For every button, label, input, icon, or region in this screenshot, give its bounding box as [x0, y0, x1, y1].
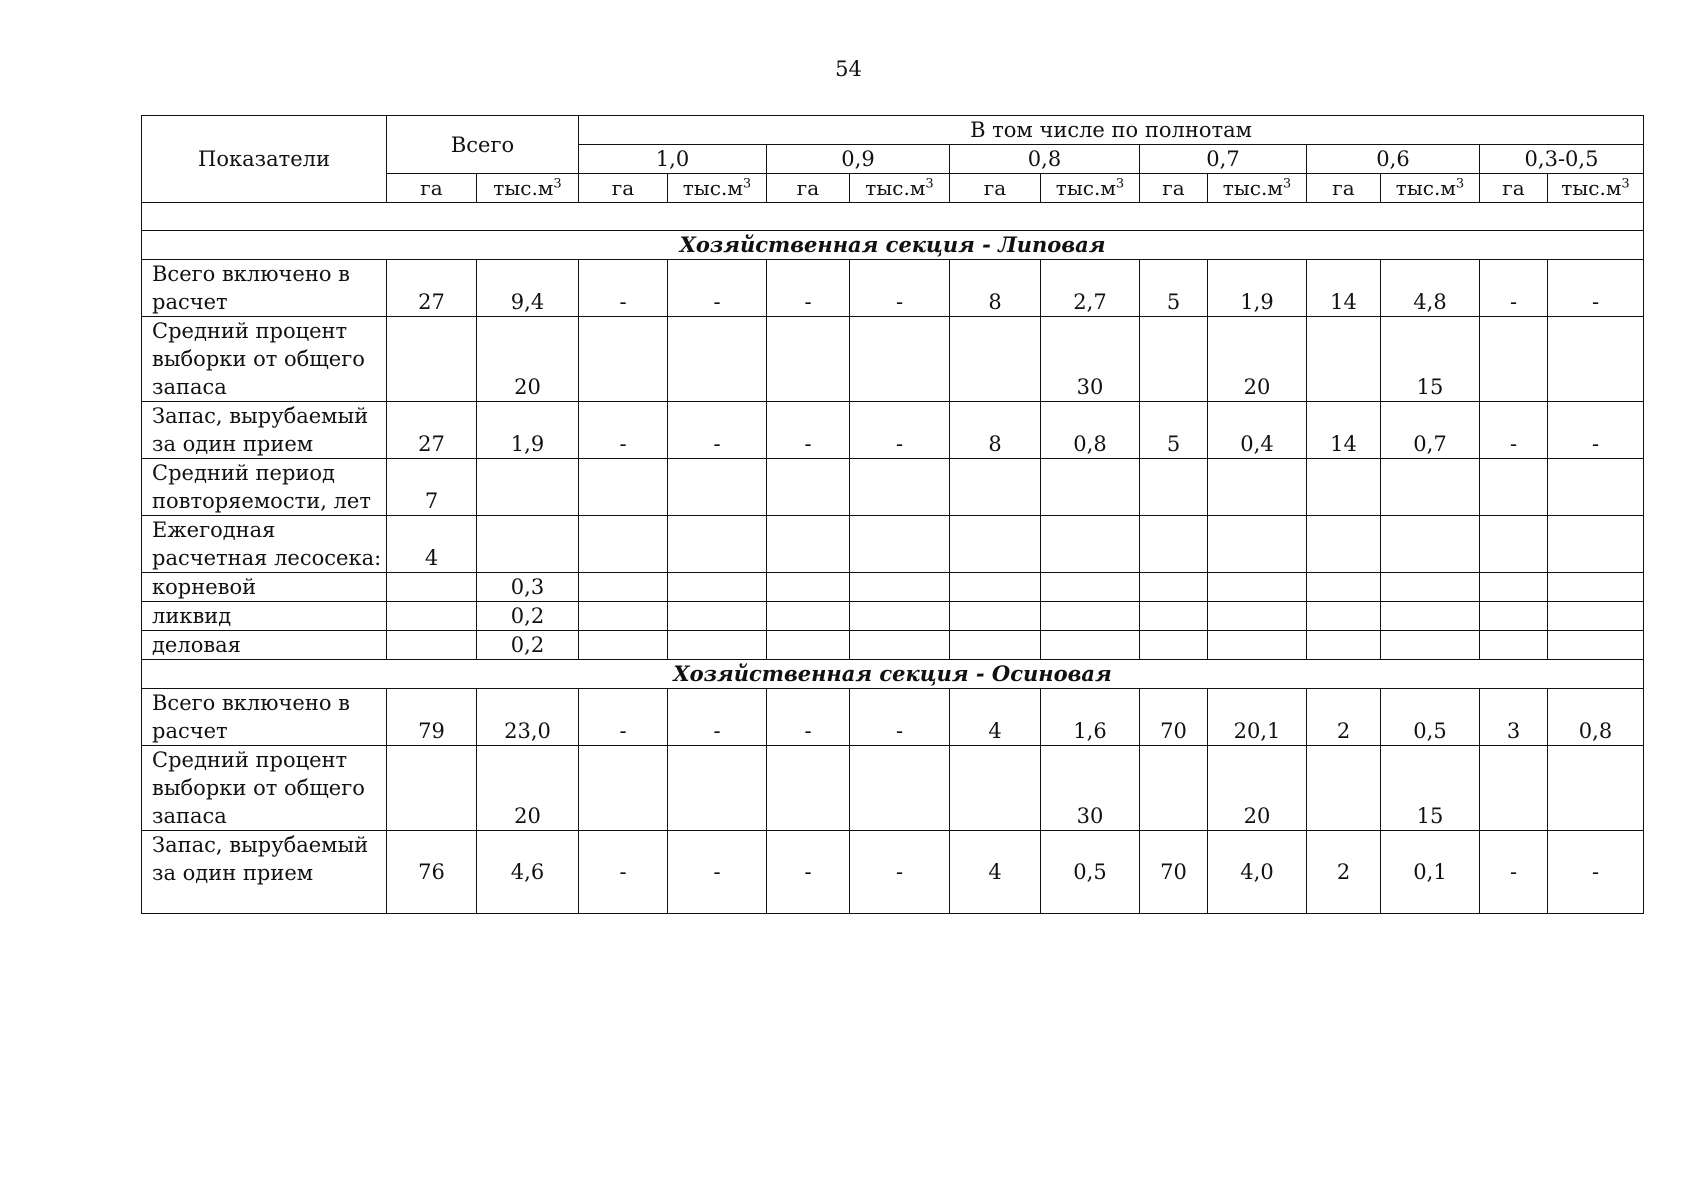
row-label: Ежегодная расчетная лесосека:	[142, 516, 387, 573]
table-cell: -	[579, 831, 668, 914]
table-cell	[950, 516, 1041, 573]
table-cell	[950, 317, 1041, 402]
table-header	[142, 116, 1644, 203]
table-cell: 9,4	[477, 260, 579, 317]
table-cell	[950, 746, 1041, 831]
table-cell	[1548, 602, 1644, 631]
table-cell: -	[668, 831, 767, 914]
table-cell: 20,1	[1208, 689, 1307, 746]
table-cell	[1480, 602, 1548, 631]
table-cell: 4,0	[1208, 831, 1307, 914]
table-cell	[579, 746, 668, 831]
table-cell: 20	[1208, 746, 1307, 831]
table-cell: 0,5	[1381, 689, 1480, 746]
unit-volume: $тыс.м^3$	[1208, 174, 1307, 203]
table-cell: 0,4	[1208, 402, 1307, 459]
table-cell: 2	[1307, 831, 1381, 914]
table-cell	[387, 317, 477, 402]
table-cell: -	[668, 402, 767, 459]
table-row	[142, 573, 1644, 602]
table-cell: 0,2	[477, 631, 579, 660]
table-row	[142, 260, 1644, 317]
header-density: 0,3-0,5	[1480, 145, 1644, 174]
row-label: Всего включено в расчет	[142, 689, 387, 746]
table-cell: 2,7	[1041, 260, 1140, 317]
table-cell	[668, 317, 767, 402]
table-body	[142, 203, 1644, 914]
table-cell	[850, 573, 950, 602]
table-cell	[1140, 516, 1208, 573]
table-cell: -	[1548, 831, 1644, 914]
table-cell	[1140, 317, 1208, 402]
row-label: Средний период повторяемости, лет	[142, 459, 387, 516]
table-cell	[767, 459, 850, 516]
section-row	[142, 660, 1644, 689]
table-cell: -	[850, 831, 950, 914]
table-cell	[850, 459, 950, 516]
table-row	[142, 459, 1644, 516]
table-cell: 8	[950, 402, 1041, 459]
table-cell	[579, 516, 668, 573]
table-cell: -	[668, 689, 767, 746]
table-cell	[1208, 631, 1307, 660]
table-cell	[668, 631, 767, 660]
table-cell	[1140, 631, 1208, 660]
table-cell	[1041, 602, 1140, 631]
table-cell	[850, 317, 950, 402]
header-by-density: В том числе по полнотам	[579, 116, 1644, 145]
table-cell	[1208, 459, 1307, 516]
table-cell	[1480, 746, 1548, 831]
table-cell: 0,3	[477, 573, 579, 602]
table-cell	[1140, 746, 1208, 831]
table-cell: 14	[1307, 402, 1381, 459]
section-row	[142, 231, 1644, 260]
table-cell: 4,8	[1381, 260, 1480, 317]
table-cell: -	[850, 689, 950, 746]
table-cell	[850, 602, 950, 631]
table-cell: -	[1548, 260, 1644, 317]
table-cell	[1548, 317, 1644, 402]
table-cell	[579, 317, 668, 402]
unit-volume: $тыс.м^3$	[1548, 174, 1644, 203]
table-cell	[850, 516, 950, 573]
unit-ha: га	[1140, 174, 1208, 203]
table-cell: 70	[1140, 831, 1208, 914]
table-row	[142, 631, 1644, 660]
table-cell	[950, 573, 1041, 602]
table-cell	[1307, 602, 1381, 631]
table-cell: -	[850, 260, 950, 317]
table-cell	[1307, 516, 1381, 573]
row-label: Запас, вырубаемый за один прием	[142, 831, 387, 914]
table-cell	[1208, 573, 1307, 602]
table-cell: 4,6	[477, 831, 579, 914]
table-cell	[1381, 573, 1480, 602]
row-label: корневой	[142, 573, 387, 602]
table-cell	[668, 602, 767, 631]
table-cell: 5	[1140, 402, 1208, 459]
table-row	[142, 689, 1644, 746]
table-cell	[850, 631, 950, 660]
table-cell	[1548, 746, 1644, 831]
table-cell	[767, 602, 850, 631]
table-cell	[767, 573, 850, 602]
table-cell: 0,8	[1041, 402, 1140, 459]
table-cell: 0,1	[1381, 831, 1480, 914]
table-cell: 1,6	[1041, 689, 1140, 746]
row-label: Средний процент выборки от общего запаса	[142, 317, 387, 402]
table-cell: 4	[950, 831, 1041, 914]
table-cell	[387, 746, 477, 831]
table-cell	[668, 573, 767, 602]
table-cell: 2	[1307, 689, 1381, 746]
table-cell	[668, 516, 767, 573]
unit-ha: га	[1480, 174, 1548, 203]
table-cell: 3	[1480, 689, 1548, 746]
table-cell	[1381, 459, 1480, 516]
table-cell: 15	[1381, 746, 1480, 831]
unit-volume: $тыс.м^3$	[1041, 174, 1140, 203]
table-cell	[850, 746, 950, 831]
unit-ha: га	[1307, 174, 1381, 203]
unit-volume: $тыс.м^3$	[477, 174, 579, 203]
table-cell: 20	[477, 317, 579, 402]
table-cell	[1208, 516, 1307, 573]
page-number: 54	[835, 57, 862, 81]
table-cell: 20	[477, 746, 579, 831]
table-row	[142, 602, 1644, 631]
table-cell	[579, 573, 668, 602]
table-cell: 4	[387, 516, 477, 573]
row-label: деловая	[142, 631, 387, 660]
table-cell	[1307, 573, 1381, 602]
header-density: 0,9	[767, 145, 950, 174]
table-cell	[387, 631, 477, 660]
table-cell: 27	[387, 402, 477, 459]
header-density: 0,8	[950, 145, 1140, 174]
harvest-calculation-table	[141, 115, 1644, 914]
table-cell	[1480, 631, 1548, 660]
table-cell: 79	[387, 689, 477, 746]
table-cell	[387, 573, 477, 602]
table-row	[142, 317, 1644, 402]
table-cell	[668, 459, 767, 516]
table-cell: -	[850, 402, 950, 459]
table-cell	[1480, 573, 1548, 602]
table-cell	[767, 631, 850, 660]
table-cell	[1140, 602, 1208, 631]
header-indicators: Показатели	[142, 116, 387, 203]
table-cell: 7	[387, 459, 477, 516]
table-cell: 20	[1208, 317, 1307, 402]
table-cell: 0,5	[1041, 831, 1140, 914]
table-cell: 0,7	[1381, 402, 1480, 459]
table-cell	[387, 602, 477, 631]
table-cell	[668, 746, 767, 831]
table-cell: -	[579, 402, 668, 459]
table-row	[142, 402, 1644, 459]
table-cell: 1,9	[477, 402, 579, 459]
table-cell	[1381, 516, 1480, 573]
table-cell	[1381, 631, 1480, 660]
table-cell	[579, 602, 668, 631]
table-cell	[1548, 631, 1644, 660]
table-cell: 5	[1140, 260, 1208, 317]
table-cell	[1548, 573, 1644, 602]
section-title: Хозяйственная секция - Липовая	[142, 231, 1644, 260]
table-cell	[1041, 631, 1140, 660]
table-cell	[1307, 459, 1381, 516]
header-density: 0,7	[1140, 145, 1307, 174]
table-cell: 76	[387, 831, 477, 914]
table-cell	[1140, 573, 1208, 602]
table-cell	[1140, 459, 1208, 516]
header-density: 0,6	[1307, 145, 1480, 174]
table-cell	[767, 516, 850, 573]
table-cell: 30	[1041, 746, 1140, 831]
table-cell	[1041, 459, 1140, 516]
table-cell: -	[579, 689, 668, 746]
row-label: Запас, вырубаемый за один прием	[142, 402, 387, 459]
table-cell: 15	[1381, 317, 1480, 402]
table-cell: -	[767, 402, 850, 459]
unit-ha: га	[767, 174, 850, 203]
table-cell: -	[767, 689, 850, 746]
table-cell	[950, 602, 1041, 631]
table-row	[142, 516, 1644, 573]
table-cell	[1208, 602, 1307, 631]
row-label: Средний процент выборки от общего запаса	[142, 746, 387, 831]
table-cell	[950, 631, 1041, 660]
unit-ha: га	[950, 174, 1041, 203]
table-cell	[477, 459, 579, 516]
table-cell: 4	[950, 689, 1041, 746]
table-cell: 0,2	[477, 602, 579, 631]
table-cell	[1381, 602, 1480, 631]
table-cell	[477, 516, 579, 573]
table-cell	[1307, 631, 1381, 660]
table-cell: -	[1480, 402, 1548, 459]
table-row	[142, 831, 1644, 914]
table-cell	[1307, 317, 1381, 402]
spacer-row	[142, 203, 1644, 231]
table-row	[142, 746, 1644, 831]
table-cell: 14	[1307, 260, 1381, 317]
table-cell: 0,8	[1548, 689, 1644, 746]
table-cell: -	[1480, 831, 1548, 914]
table-cell: -	[767, 831, 850, 914]
table-cell	[950, 459, 1041, 516]
table-cell: -	[767, 260, 850, 317]
unit-volume: $тыс.м^3$	[668, 174, 767, 203]
row-label: Всего включено в расчет	[142, 260, 387, 317]
row-label: ликвид	[142, 602, 387, 631]
unit-ha: га	[579, 174, 668, 203]
table-cell	[1480, 516, 1548, 573]
table-cell: 27	[387, 260, 477, 317]
table-cell	[1041, 516, 1140, 573]
table-cell	[1548, 459, 1644, 516]
unit-ha: га	[387, 174, 477, 203]
table-cell	[767, 746, 850, 831]
unit-volume: $тыс.м^3$	[850, 174, 950, 203]
table-cell: -	[668, 260, 767, 317]
table-cell: 70	[1140, 689, 1208, 746]
table-cell	[1548, 516, 1644, 573]
table-cell: -	[1480, 260, 1548, 317]
table-cell: 30	[1041, 317, 1140, 402]
table-cell: 8	[950, 260, 1041, 317]
table-cell: 1,9	[1208, 260, 1307, 317]
table-cell	[579, 631, 668, 660]
table-cell	[1041, 573, 1140, 602]
header-density: 1,0	[579, 145, 767, 174]
spacer-cell	[142, 203, 1644, 231]
table-cell	[579, 459, 668, 516]
table-cell	[1307, 746, 1381, 831]
table-cell	[1480, 317, 1548, 402]
table-cell: 23,0	[477, 689, 579, 746]
table-cell: -	[1548, 402, 1644, 459]
table-cell	[1480, 459, 1548, 516]
header-total: Всего	[387, 116, 579, 174]
table-cell: -	[579, 260, 668, 317]
section-title: Хозяйственная секция - Осиновая	[142, 660, 1644, 689]
unit-volume: $тыс.м^3$	[1381, 174, 1480, 203]
table-cell	[767, 317, 850, 402]
